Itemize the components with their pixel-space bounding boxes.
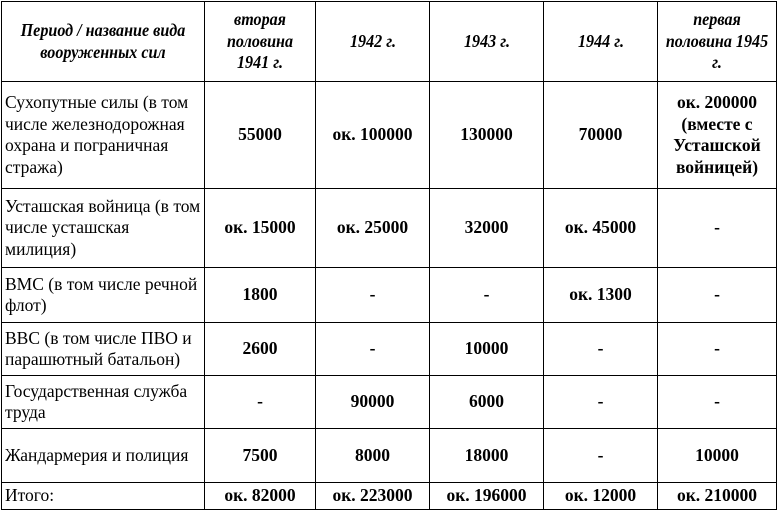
row-label-ustasha-army: Усташская войница (в том числе усташская милиция): [2, 189, 205, 268]
row-label-ground-forces: Сухопутные силы (в том числе железнодорожная охрана и пограничная стража): [2, 82, 205, 189]
table-row: [2, 268, 777, 323]
header-row: [2, 2, 777, 82]
table-cell: -: [658, 268, 777, 323]
table-cell: 55000: [205, 82, 316, 189]
table-cell: -: [430, 268, 544, 323]
table-cell: -: [316, 268, 430, 323]
table-cell: -: [205, 376, 316, 429]
row-label-navy: ВМС (в том числе речной флот): [2, 268, 205, 323]
table-cell: ок. 100000: [316, 82, 430, 189]
table-cell: -: [544, 376, 658, 429]
header-1944: 1944 г.: [544, 2, 658, 82]
table-cell: 32000: [430, 189, 544, 268]
table-cell: 70000: [544, 82, 658, 189]
table-row: [2, 189, 777, 268]
table-cell: ок. 1300: [544, 268, 658, 323]
row-label-gendarmerie: Жандармерия и полиция: [2, 429, 205, 483]
row-label-total: Итого:: [2, 483, 205, 510]
total-row: [2, 483, 777, 510]
table-row: [2, 429, 777, 483]
total-cell: ок. 82000: [205, 483, 316, 510]
total-cell: ок. 223000: [316, 483, 430, 510]
table-cell: 130000: [430, 82, 544, 189]
table-cell: -: [316, 323, 430, 376]
table-cell: 6000: [430, 376, 544, 429]
table-cell: -: [658, 376, 777, 429]
total-cell: ок. 210000: [658, 483, 777, 510]
header-second-half-1941: вторая половина 1941 г.: [205, 2, 316, 82]
total-cell: ок. 12000: [544, 483, 658, 510]
table-row: [2, 376, 777, 429]
table-cell: 10000: [430, 323, 544, 376]
armed-forces-table: [1, 1, 777, 510]
total-cell: ок. 196000: [430, 483, 544, 510]
header-1943: 1943 г.: [430, 2, 544, 82]
table-cell: 7500: [205, 429, 316, 483]
row-label-labour-service: Государственная служба труда: [2, 376, 205, 429]
header-1942: 1942 г.: [316, 2, 430, 82]
header-first-half-1945: первая половина 1945 г.: [658, 2, 777, 82]
table-cell: ок. 25000: [316, 189, 430, 268]
table-cell: -: [658, 323, 777, 376]
table-cell: -: [658, 189, 777, 268]
table-cell: 10000: [658, 429, 777, 483]
table-cell: 18000: [430, 429, 544, 483]
table-cell: ок. 45000: [544, 189, 658, 268]
table-cell: 90000: [316, 376, 430, 429]
row-label-air-force: ВВС (в том числе ПВО и парашютный батальон): [2, 323, 205, 376]
table-cell: -: [544, 323, 658, 376]
header-period-cell: Период / название вида вооруженных сил: [2, 2, 205, 82]
table-cell: 1800: [205, 268, 316, 323]
table-cell: 2600: [205, 323, 316, 376]
table-cell: ок. 200000 (вместе с Усташской войницей): [658, 82, 777, 189]
table-cell: 8000: [316, 429, 430, 483]
table-cell: ок. 15000: [205, 189, 316, 268]
table-row: [2, 323, 777, 376]
table-cell: -: [544, 429, 658, 483]
table-row: [2, 82, 777, 189]
